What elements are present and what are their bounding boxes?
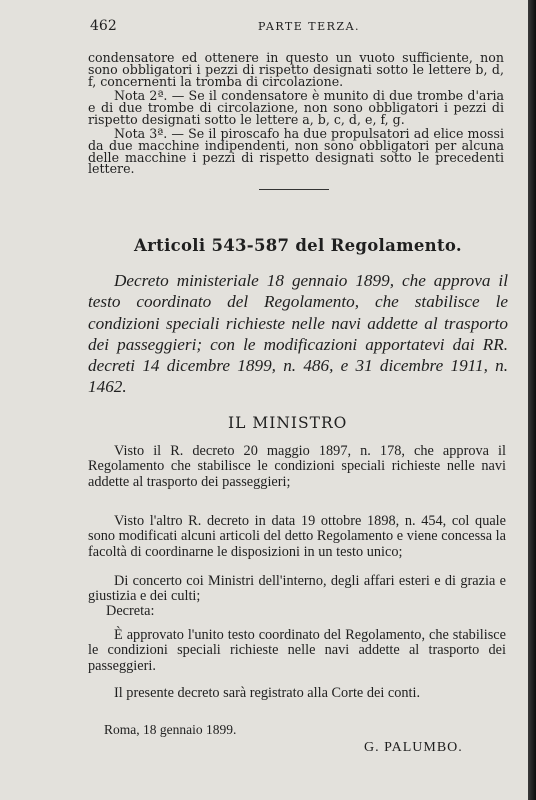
paragraph-condensatore: condensatore ed ottenere in questo un vuoto sufficiente, non sono obbligatori i pezzi di rispetto designati sotto le lettere b, d, f, concernenti la tromba di circolazione. [88, 50, 504, 89]
minister-heading: IL MINISTRO [228, 414, 348, 432]
running-head: PARTE TERZA. [258, 20, 361, 33]
section-divider [259, 189, 329, 190]
paragraph-nota-2: Nota 2ª. — Se il condensatore è munito di due trombe d'aria e di due trombe di circolazione, non sono obbligatori i pezzi di rispetto designati sotto le lettere a, b, c, d, e, f, g. [88, 88, 504, 127]
signoff-date: Roma, 18 gennaio 1899. [104, 722, 237, 737]
decree-title: Decreto ministeriale 18 gennaio 1899, che approva il testo coordinato del Regolamento, che stabilisce le condizioni speciali richieste nelle navi addette al trasporto dei passeggieri; con le modificazioni apportatevi dai RR. decreti 14 dicembre 1899, n. 486, e 31 dicembre 1911, n. 1462. [88, 271, 508, 397]
page-number: 462 [90, 18, 117, 34]
body-paragraph-registrato: Il presente decreto sarà registrato alla Corte dei conti. [114, 685, 421, 701]
page-edge [528, 0, 536, 800]
page-header [90, 18, 500, 40]
paragraph-nota-3: Nota 3ª. — Se il piroscafo ha due propulsatori ad elice mossi da due macchine indipendenti, non sono obbligatori per alcuna delle macchine i pezzi di rispetto designati sotto le precedenti lettere. [88, 126, 504, 177]
body-decreta: Decreta: [106, 603, 155, 619]
body-paragraph-approvato: È approvato l'unito testo coordinato del Regolamento, che stabilisce le condizioni speciali richieste nelle navi addette al trasporto dei passeggieri. [88, 627, 506, 674]
body-paragraph-visto-1897: Visto il R. decreto 20 maggio 1897, n. 178, che approva il Regolamento che stabilisce le condizioni speciali richieste nelle navi addette al trasporto dei passeggieri; [88, 443, 506, 490]
article-title: Articoli 543-587 del Regolamento. [134, 236, 462, 255]
signature: G. PALUMBO. [364, 740, 463, 755]
body-paragraph-visto-1898: Visto l'altro R. decreto in data 19 ottobre 1898, n. 454, col quale sono modificati alcuni articoli del detto Regolamento e viene concessa la facoltà di coordinarne le disposizioni in un testo unico; [88, 513, 506, 560]
body-paragraph-di-concerto: Di concerto coi Ministri dell'interno, degli affari esteri e di grazia e giustizia e dei culti; [88, 573, 506, 605]
